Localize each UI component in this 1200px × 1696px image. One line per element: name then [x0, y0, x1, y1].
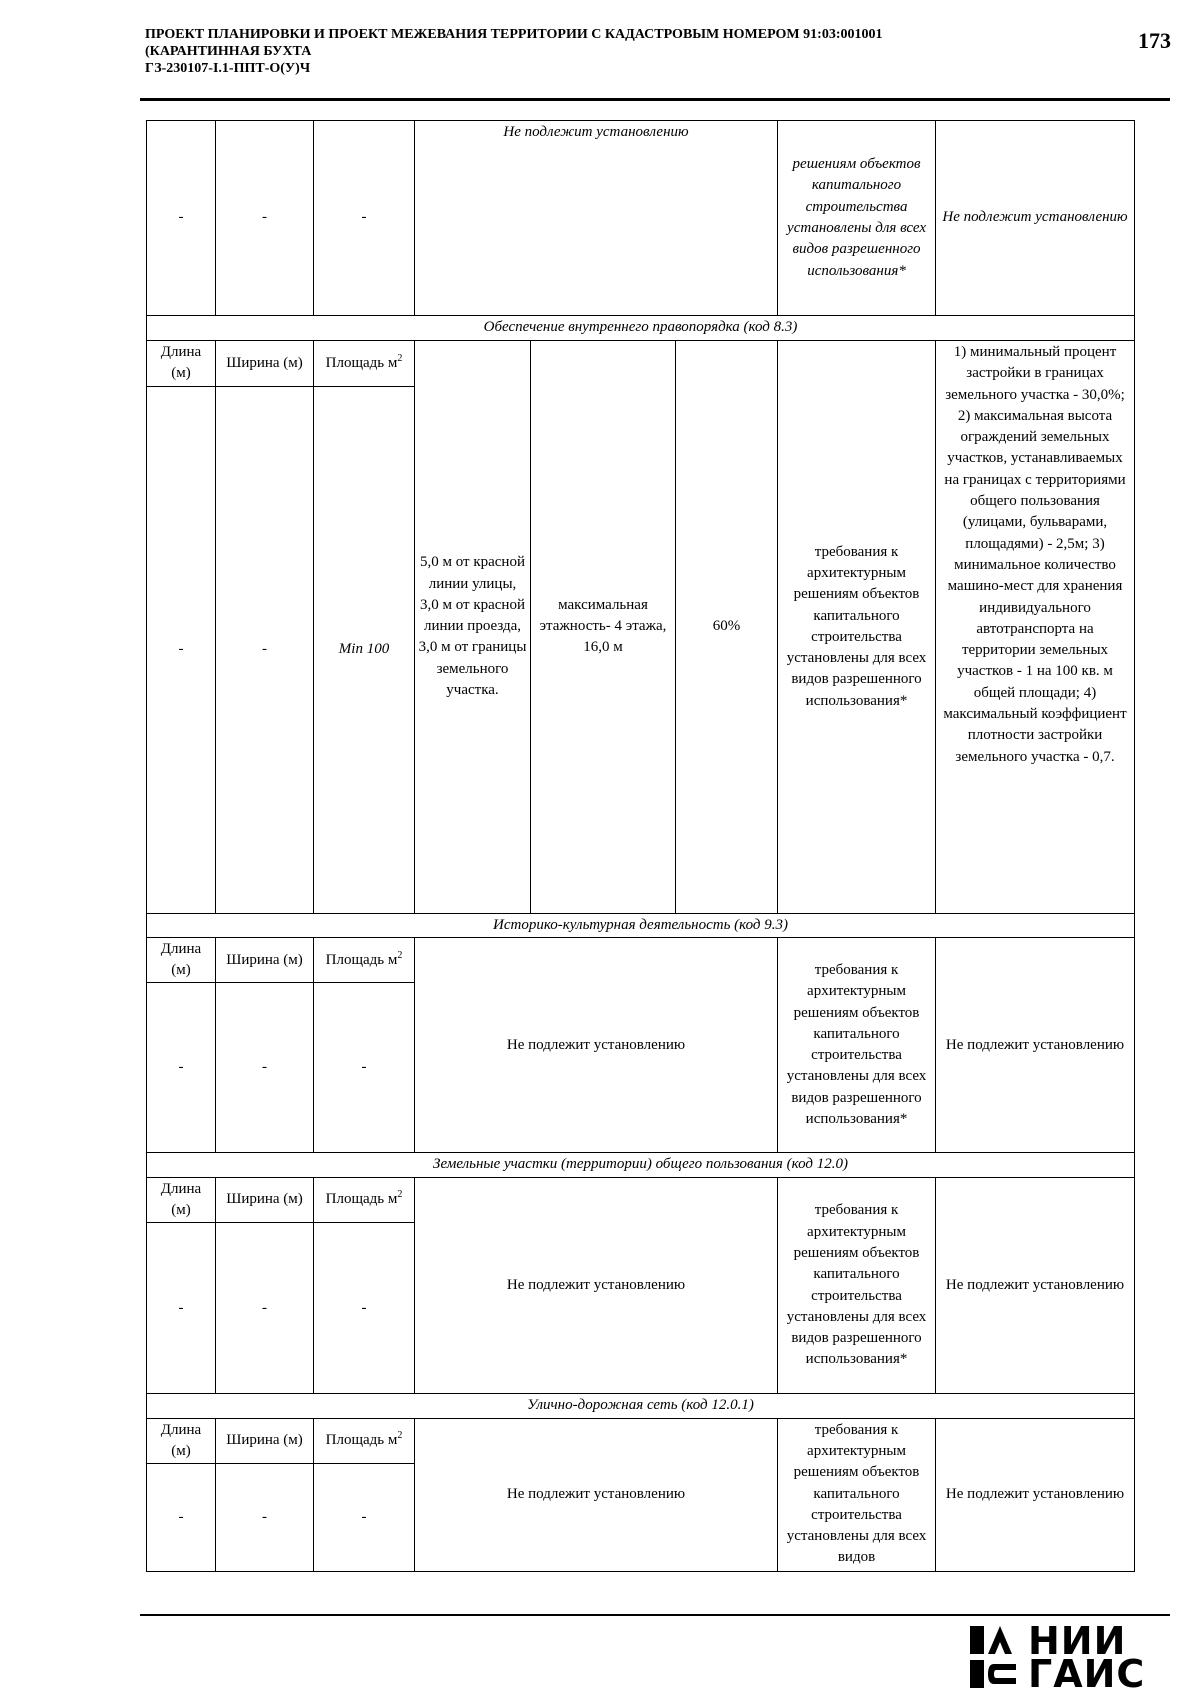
document-code: ГЗ-230107-I.1-ППТ-О(У)Ч	[145, 61, 311, 76]
header-rule	[140, 98, 1170, 101]
arch-requirements-cell: требования к архитектурным решениям объектов капитального строительства установлены для всех видов разрешенного использования*	[778, 937, 936, 1153]
section-row	[147, 316, 1135, 341]
header-title-line: ПРОЕКТ ПЛАНИРОВКИ И ПРОЕКТ МЕЖЕВАНИЯ ТЕРРИТОРИИ С КАДАСТРОВЫМ НОМЕРОМ 91:03:001001	[145, 27, 883, 42]
logo-mark-icon	[970, 1624, 1018, 1690]
table-header-row	[147, 1177, 1135, 1223]
width-value: -	[216, 386, 314, 913]
length-value: -	[147, 983, 216, 1153]
company-logo	[970, 1619, 1170, 1696]
page-number: 173	[1138, 28, 1171, 53]
other-params-cell: Не подлежит установлению	[936, 1418, 1135, 1572]
col-area-header: Площадь $м^2$	[314, 1177, 415, 1223]
not-set-cell: Не подлежит установлению	[415, 937, 778, 1153]
length-value: -	[147, 1464, 216, 1572]
document-header	[145, 26, 1105, 77]
width-value: -	[216, 121, 314, 316]
section-title: Обеспечение внутреннего правопорядка (код 8.3)	[147, 316, 1135, 341]
other-params-cell: Не подлежит установлению	[936, 1177, 1135, 1394]
not-set-cell: Не подлежит установлению	[415, 1177, 778, 1394]
table-row	[147, 121, 1135, 316]
not-set-cell: Не подлежит установлению	[415, 1418, 778, 1572]
col-length-header: Длина (м)	[147, 937, 216, 983]
logo-text-line: НИИ	[1028, 1619, 1127, 1663]
col-area-header: Площадь $м^2$	[314, 341, 415, 387]
length-value: -	[147, 121, 216, 316]
col-width-header: Ширина (м)	[216, 1418, 314, 1464]
col-width-header: Ширина (м)	[216, 1177, 314, 1223]
setbacks-cell: 5,0 м от красной линии улицы, 3,0 м от красной линии проезда, 3,0 м от границы земельного участка.	[415, 341, 531, 914]
width-value: -	[216, 983, 314, 1153]
arch-requirements-cell: требования к архитектурным решениям объектов капитального строительства установлены для всех видов разрешенного использования*	[778, 341, 936, 914]
coverage-cell: 60%	[676, 341, 778, 914]
section-title: Историко-культурная деятельность (код 9.3)	[147, 913, 1135, 937]
arch-requirements-cell: решениям объектов капитального строительства установлены для всех видов разрешенного использования*	[778, 121, 936, 316]
header-title-line-2: (КАРАНТИННАЯ БУХТА	[145, 44, 312, 59]
section-row	[147, 1153, 1135, 1177]
other-params-cell: 1) минимальный процент застройки в границах земельного участка - 30,0%; 2) максимальная высота ограждений земельных участков, устанавливаемых на границах с территориями общего пользования (улицами, бульварами, площадями) - 2,5м; 3) минимальное количество машино-мест для хранения индивидуального автотранспорта на территории земельных участков - 1 на 100 кв. м общей площади; 4) максимальный коэффициент плотности застройки земельного участка - 0,7.	[936, 341, 1135, 914]
table-header-row	[147, 1418, 1135, 1464]
area-value: -	[314, 1223, 415, 1394]
logo-text-line-2: ГАИС	[1028, 1652, 1146, 1696]
area-value: Min 100	[314, 386, 415, 913]
length-value: -	[147, 1223, 216, 1394]
other-params-cell: Не подлежит установлению	[936, 121, 1135, 316]
section-title: Улично-дорожная сеть (код 12.0.1)	[147, 1394, 1135, 1418]
area-value: -	[314, 1464, 415, 1572]
length-value: -	[147, 386, 216, 913]
table-header-row	[147, 341, 1135, 387]
col-area-header: Площадь $м^2$	[314, 1418, 415, 1464]
arch-requirements-cell: требования к архитектурным решениям объектов капитального строительства установлены для всех видов разрешенного использования*	[778, 1177, 936, 1394]
not-set-cell: Не подлежит установлению	[415, 121, 778, 316]
col-width-header: Ширина (м)	[216, 341, 314, 387]
col-area-header: Площадь $м^2$	[314, 937, 415, 983]
footer-rule	[140, 1614, 1170, 1616]
section-row	[147, 1394, 1135, 1418]
area-value: -	[314, 983, 415, 1153]
height-cell: максимальная этажность- 4 этажа, 16,0 м	[531, 341, 676, 914]
width-value: -	[216, 1223, 314, 1394]
col-length-header: Длина (м)	[147, 1177, 216, 1223]
col-length-header: Длина (м)	[147, 1418, 216, 1464]
other-params-cell: Не подлежит установлению	[936, 937, 1135, 1153]
section-row	[147, 913, 1135, 937]
width-value: -	[216, 1464, 314, 1572]
section-title: Земельные участки (территории) общего пользования (код 12.0)	[147, 1153, 1135, 1177]
table-header-row	[147, 937, 1135, 983]
arch-requirements-cell: требования к архитектурным решениям объектов капитального строительства установлены для всех видов	[778, 1418, 936, 1572]
area-value: -	[314, 121, 415, 316]
col-length-header: Длина (м)	[147, 341, 216, 387]
regulations-table	[146, 120, 1135, 1572]
col-width-header: Ширина (м)	[216, 937, 314, 983]
